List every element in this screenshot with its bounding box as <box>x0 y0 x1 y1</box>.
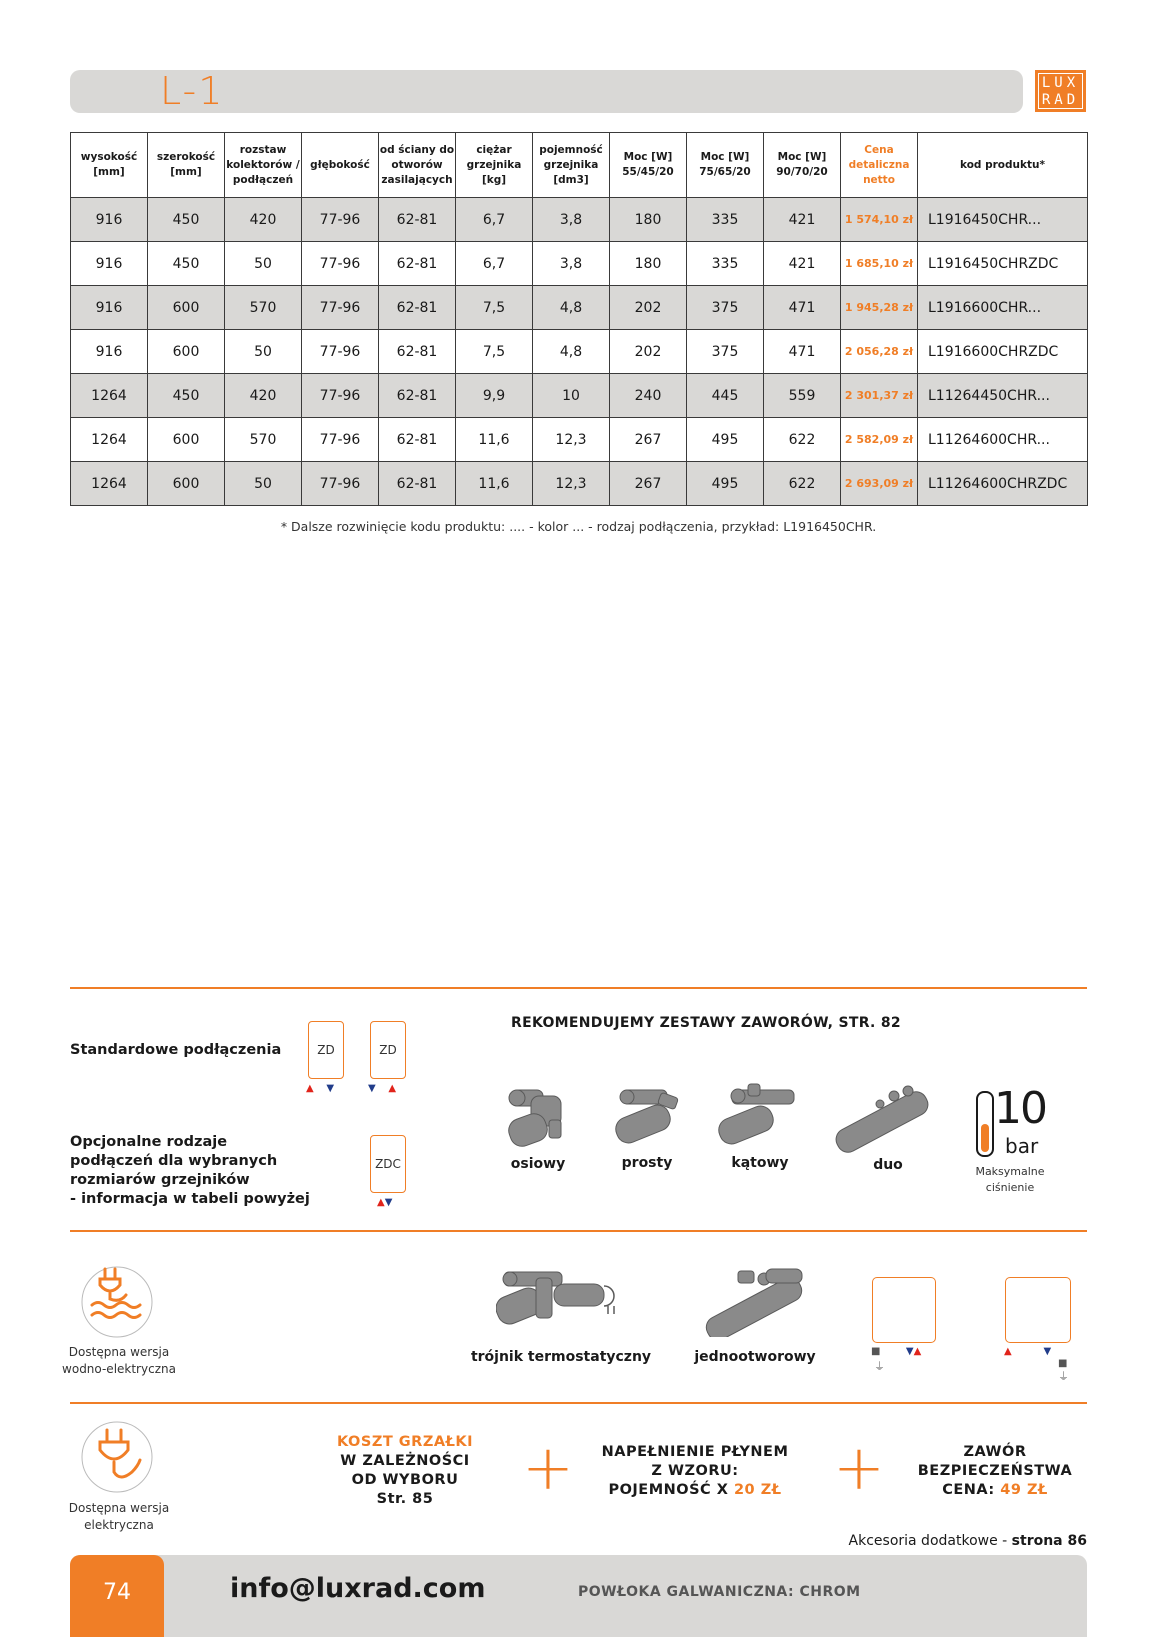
table-cell: 622 <box>764 418 841 462</box>
fill-line: Z WZORU: <box>651 1463 739 1479</box>
table-cell: 202 <box>610 286 687 330</box>
safety-line <box>900 1481 1090 1500</box>
connection-arrows <box>306 1084 334 1094</box>
plug-icon: ⏚ <box>874 1360 885 1373</box>
pressure-unit: bar <box>1005 1134 1039 1158</box>
supply-arrow-icon: ▲ <box>306 1083 314 1094</box>
connection-diagram-zd-2 <box>370 1021 406 1079</box>
table-cell: 375 <box>687 286 764 330</box>
table-cell: 77-96 <box>302 418 379 462</box>
table-cell: 62-81 <box>379 242 456 286</box>
supply-arrow-icon: ▲ <box>377 1197 385 1208</box>
logo-bottom-text: RAD <box>1041 92 1080 108</box>
table-cell: 335 <box>687 242 764 286</box>
table-cell: 622 <box>764 462 841 506</box>
connection-code: ZDC <box>375 1157 401 1171</box>
table-row <box>71 242 1088 286</box>
safety-text: CENA: <box>942 1482 1001 1498</box>
price-cell: 2 693,09 zł <box>841 462 918 506</box>
table-cell: 916 <box>71 242 148 286</box>
product-code-cell: L11264450CHR... <box>918 374 1088 418</box>
table-cell: 495 <box>687 462 764 506</box>
table-cell: 420 <box>225 374 302 418</box>
pressure-caption <box>960 1164 1060 1196</box>
logo-top-text: LUX <box>1041 75 1080 91</box>
table-cell: 180 <box>610 242 687 286</box>
header-cell: głębokość <box>302 133 379 198</box>
table-cell: 62-81 <box>379 286 456 330</box>
electric-caption <box>44 1500 194 1534</box>
cost-line: W ZALEŻNOŚCI <box>340 1453 470 1469</box>
product-table <box>70 132 1088 506</box>
header-cell: Moc [W] 75/65/20 <box>687 133 764 198</box>
valve-straight-icon <box>615 1085 690 1150</box>
heater-cost-block <box>330 1433 480 1509</box>
product-code-cell: L1916450CHRZDC <box>918 242 1088 286</box>
return-arrow-icon: ▼ <box>384 1197 393 1208</box>
pressure-thermometer-icon <box>976 1091 994 1157</box>
table-cell: 420 <box>225 198 302 242</box>
supply-arrow-icon: ▲ <box>388 1083 397 1094</box>
accessories-page: strona 86 <box>1011 1533 1087 1549</box>
price-cell: 1 574,10 zł <box>841 198 918 242</box>
table-cell: 600 <box>148 418 225 462</box>
table-header-row <box>71 133 1088 198</box>
label-line: - informacja w tabeli powyżej <box>70 1191 310 1207</box>
water-electric-icon <box>80 1265 154 1339</box>
divider <box>70 1230 1087 1232</box>
safety-line: BEZPIECZEŃSTWA <box>917 1463 1073 1479</box>
header-cell-price: Cena detaliczna netto <box>841 133 918 198</box>
pressure-value: 10 <box>994 1083 1046 1134</box>
label-line: podłączeń dla wybranych <box>70 1153 278 1169</box>
valve-duo-icon <box>832 1082 932 1157</box>
heater-block-icon: ■ <box>871 1346 881 1357</box>
table-cell: 202 <box>610 330 687 374</box>
fill-cost-block <box>590 1443 800 1500</box>
table-cell: 4,8 <box>533 286 610 330</box>
product-code-cell: L11264600CHR... <box>918 418 1088 462</box>
header-cell: kod produktu* <box>918 133 1088 198</box>
table-cell: 495 <box>687 418 764 462</box>
supply-arrow-icon: ▲ <box>1004 1346 1012 1357</box>
return-arrow-icon: ▼ <box>326 1083 335 1094</box>
label-line: Opcjonalne rodzaje <box>70 1134 228 1150</box>
caption-line: wodno-elektryczna <box>62 1362 176 1376</box>
header-cell: ciężar grzejnika [kg] <box>456 133 533 198</box>
plus-icon: + <box>522 1431 574 1504</box>
table-cell: 267 <box>610 462 687 506</box>
valve-label-single-hole: jednootworowy <box>694 1349 816 1365</box>
table-cell: 4,8 <box>533 330 610 374</box>
safety-line: ZAWÓR <box>963 1444 1027 1460</box>
table-cell: 50 <box>225 330 302 374</box>
radiator-heater-diagram-1 <box>872 1277 936 1343</box>
table-cell: 50 <box>225 242 302 286</box>
caption-line: elektryczna <box>84 1518 154 1532</box>
table-row <box>71 418 1088 462</box>
supply-arrow-icon: ▲ <box>913 1346 922 1357</box>
divider <box>70 1402 1087 1404</box>
label-line: rozmiarów grzejników <box>70 1172 250 1188</box>
table-cell: 600 <box>148 286 225 330</box>
heater-block-icon: ■ <box>1058 1358 1068 1369</box>
caption-line: Dostępna wersja <box>68 1501 170 1515</box>
table-row <box>71 374 1088 418</box>
table-cell: 62-81 <box>379 462 456 506</box>
connection-code: ZD <box>317 1043 335 1057</box>
price-cell: 2 056,28 zł <box>841 330 918 374</box>
table-cell: 450 <box>148 242 225 286</box>
table-cell: 12,3 <box>533 418 610 462</box>
header-cell: wysokość [mm] <box>71 133 148 198</box>
table-cell: 421 <box>764 198 841 242</box>
electric-plug-icon <box>80 1420 154 1494</box>
table-cell: 6,7 <box>456 198 533 242</box>
header-cell: pojemność grzejnika [dm3] <box>533 133 610 198</box>
price-cell: 2 582,09 zł <box>841 418 918 462</box>
table-cell: 375 <box>687 330 764 374</box>
valve-label-thermostatic-tee: trójnik termostatyczny <box>470 1349 652 1365</box>
valves-heading: REKOMENDUJEMY ZESTAWY ZAWORÓW, STR. 82 <box>511 1015 901 1031</box>
fill-price: 20 ZŁ <box>733 1482 782 1498</box>
fill-line: NAPEŁNIENIE PŁYNEM <box>601 1444 789 1460</box>
table-cell: 471 <box>764 330 841 374</box>
table-cell: 267 <box>610 418 687 462</box>
table-cell: 62-81 <box>379 330 456 374</box>
table-cell: 180 <box>610 198 687 242</box>
table-cell: 1264 <box>71 462 148 506</box>
connection-diagram-zd-1 <box>308 1021 344 1079</box>
table-cell: 1264 <box>71 418 148 462</box>
table-cell: 471 <box>764 286 841 330</box>
price-cell: 1 685,10 zł <box>841 242 918 286</box>
table-cell: 62-81 <box>379 374 456 418</box>
table-cell: 3,8 <box>533 242 610 286</box>
table-cell: 335 <box>687 198 764 242</box>
coating-info: POWŁOKA GALWANICZNA: CHROM <box>578 1584 861 1600</box>
cost-line: OD WYBORU <box>351 1472 459 1488</box>
table-cell: 3,8 <box>533 198 610 242</box>
header-cell: szerokość [mm] <box>148 133 225 198</box>
product-code-cell: L1916600CHR... <box>918 286 1088 330</box>
cost-line: Str. 85 <box>376 1491 434 1507</box>
table-cell: 62-81 <box>379 198 456 242</box>
table-cell: 421 <box>764 242 841 286</box>
table-cell: 7,5 <box>456 330 533 374</box>
heater-connection-markers <box>1004 1347 1051 1357</box>
connection-arrows <box>368 1084 396 1094</box>
plus-icon: + <box>833 1431 885 1504</box>
table-row <box>71 330 1088 374</box>
table-cell: 450 <box>148 198 225 242</box>
table-cell: 50 <box>225 462 302 506</box>
table-cell: 77-96 <box>302 374 379 418</box>
table-cell: 77-96 <box>302 462 379 506</box>
table-cell: 11,6 <box>456 462 533 506</box>
accessories-reference <box>760 1533 1087 1549</box>
table-row <box>71 198 1088 242</box>
table-cell: 77-96 <box>302 286 379 330</box>
divider <box>70 987 1087 989</box>
product-code-cell: L1916600CHRZDC <box>918 330 1088 374</box>
header-cell: rozstaw kolektorów / podłączeń <box>225 133 302 198</box>
product-code-cell: L1916450CHR... <box>918 198 1088 242</box>
safety-valve-block <box>900 1443 1090 1500</box>
table-cell: 570 <box>225 286 302 330</box>
optional-connections-label <box>70 1133 310 1209</box>
valve-label-straight: prosty <box>621 1155 673 1171</box>
page-number: 74 <box>70 1555 164 1637</box>
product-code-cell: L11264600CHRZDC <box>918 462 1088 506</box>
connection-diagram-zdc <box>370 1135 406 1193</box>
table-cell: 1264 <box>71 374 148 418</box>
connection-arrows <box>377 1198 392 1208</box>
valve-angular-icon <box>718 1082 803 1152</box>
cost-line: KOSZT GRZAŁKI <box>336 1434 474 1450</box>
table-cell: 559 <box>764 374 841 418</box>
table-cell: 600 <box>148 462 225 506</box>
luxrad-logo <box>1035 70 1086 112</box>
table-cell: 11,6 <box>456 418 533 462</box>
table-cell: 445 <box>687 374 764 418</box>
table-cell: 570 <box>225 418 302 462</box>
table-cell: 12,3 <box>533 462 610 506</box>
header-cell: Moc [W] 55/45/20 <box>610 133 687 198</box>
safety-price: 49 ZŁ <box>1000 1482 1048 1498</box>
fill-line <box>590 1481 800 1500</box>
accessories-text: Akcesoria dodatkowe - <box>848 1533 1012 1549</box>
table-cell: 10 <box>533 374 610 418</box>
return-arrow-icon: ▼ <box>368 1083 376 1094</box>
plug-icon: ⏚ <box>1058 1370 1069 1383</box>
valve-label-duo: duo <box>873 1157 903 1173</box>
valve-thermostatic-tee-icon <box>496 1268 631 1336</box>
standard-connections-label: Standardowe podłączenia <box>70 1042 282 1058</box>
return-arrow-icon: ▼ <box>1043 1346 1052 1357</box>
fill-text: POJEMNOŚĆ X <box>608 1482 734 1498</box>
price-cell: 1 945,28 zł <box>841 286 918 330</box>
table-cell: 916 <box>71 330 148 374</box>
table-cell: 62-81 <box>379 418 456 462</box>
return-arrow-icon: ▼ <box>905 1346 914 1357</box>
heater-connection-markers <box>871 1347 921 1357</box>
valve-single-hole-icon <box>702 1265 807 1337</box>
caption-line: Dostępna wersja <box>68 1345 170 1359</box>
table-cell: 916 <box>71 286 148 330</box>
table-footnote: * Dalsze rozwinięcie kodu produktu: .... - kolor ... - rodzaj podłączenia, przykład: L1916450CHR. <box>280 519 877 534</box>
connection-code: ZD <box>379 1043 397 1057</box>
table-row <box>71 286 1088 330</box>
valve-axial-icon <box>505 1082 580 1152</box>
caption-line: Maksymalne <box>975 1165 1045 1178</box>
table-row <box>71 462 1088 506</box>
table-cell: 6,7 <box>456 242 533 286</box>
table-cell: 240 <box>610 374 687 418</box>
header-cell: od ściany do otworów zasilających <box>379 133 456 198</box>
table-cell: 600 <box>148 330 225 374</box>
table-cell: 77-96 <box>302 198 379 242</box>
table-cell: 77-96 <box>302 242 379 286</box>
caption-line: ciśnienie <box>985 1181 1035 1194</box>
table-cell: 77-96 <box>302 330 379 374</box>
table-cell: 9,9 <box>456 374 533 418</box>
table-cell: 7,5 <box>456 286 533 330</box>
contact-email[interactable]: info@luxrad.com <box>230 1573 486 1604</box>
header-cell: Moc [W] 90/70/20 <box>764 133 841 198</box>
table-cell: 450 <box>148 374 225 418</box>
price-cell: 2 301,37 zł <box>841 374 918 418</box>
water-electric-caption <box>44 1344 194 1378</box>
page-title: L-1 <box>160 69 225 113</box>
table-cell: 916 <box>71 198 148 242</box>
radiator-heater-diagram-2 <box>1005 1277 1071 1343</box>
valve-label-axial: osiowy <box>510 1156 566 1172</box>
valve-label-angular: kątowy <box>731 1155 789 1171</box>
